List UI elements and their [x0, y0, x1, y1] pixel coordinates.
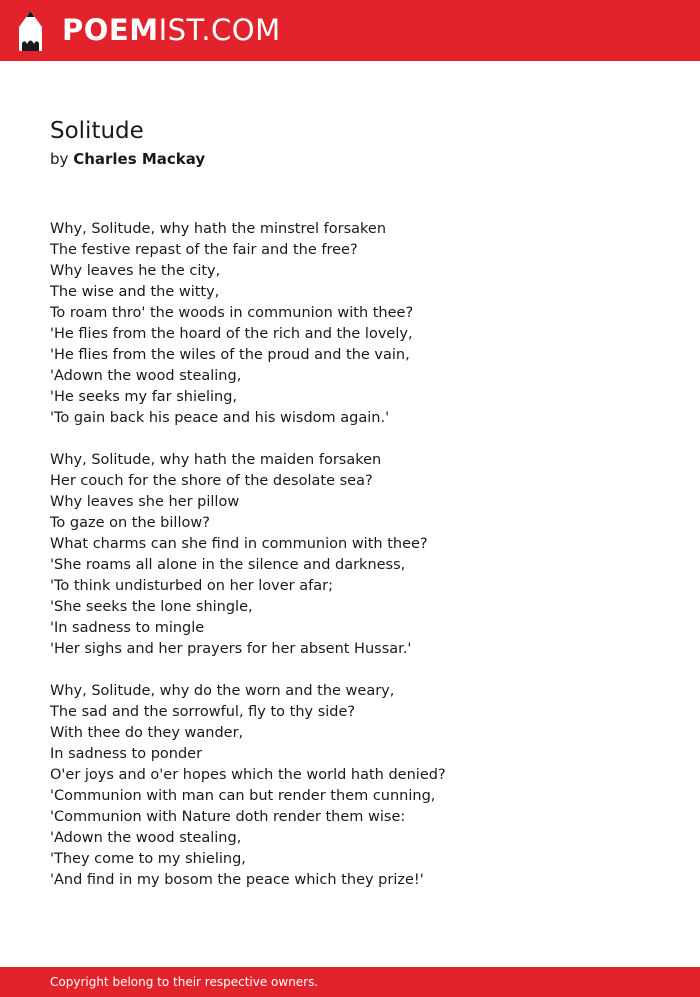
poem-body: [50, 219, 650, 891]
poem-line: 'In sadness to mingle: [50, 620, 205, 636]
poem-line: 'And find in my bosom the peace which they prize!': [50, 872, 424, 888]
poem-line: 'To gain back his peace and his wisdom again.': [50, 410, 390, 426]
brand-bold: POEM: [62, 13, 159, 47]
poem-line: Why, Solitude, why hath the minstrel forsaken: [50, 221, 387, 237]
by-label: by: [50, 150, 69, 168]
poem-line: 'He flies from the wiles of the proud and the vain,: [50, 347, 410, 363]
poem-line: In sadness to ponder: [50, 746, 203, 762]
stanza: [50, 219, 650, 429]
poem-line: Why, Solitude, why do the worn and the weary,: [50, 683, 395, 699]
poem-line: The sad and the sorrowful, fly to thy side?: [50, 704, 356, 720]
copyright-notice: Copyright belong to their respective owners.: [50, 975, 319, 989]
poem-line: 'He seeks my far shieling,: [50, 389, 238, 405]
poem-line: What charms can she find in communion with thee?: [50, 536, 428, 552]
poem-title: Solitude: [50, 118, 144, 144]
poem-line: 'Adown the wood stealing,: [50, 830, 242, 846]
poem-line: To roam thro' the woods in communion with thee?: [50, 305, 414, 321]
poem-line: 'He flies from the hoard of the rich and the lovely,: [50, 326, 413, 342]
poem-line: 'Communion with man can but render them cunning,: [50, 788, 436, 804]
stanza: [50, 681, 650, 891]
poem-line: 'Her sighs and her prayers for her absent Hussar.': [50, 641, 412, 657]
poem-line: 'To think undisturbed on her lover afar;: [50, 578, 333, 594]
byline: [50, 149, 205, 169]
poem-line: 'Adown the wood stealing,: [50, 368, 242, 384]
site-footer: [0, 967, 700, 997]
poem-line: 'She roams all alone in the silence and darkness,: [50, 557, 406, 573]
poem-line: 'They come to my shieling,: [50, 851, 246, 867]
brand-light: IST.COM: [158, 13, 281, 47]
poem-line: The wise and the witty,: [50, 284, 220, 300]
poem-line: O'er joys and o'er hopes which the world hath denied?: [50, 767, 446, 783]
site-logo[interactable]: [62, 13, 281, 47]
author-name: Charles Mackay: [73, 150, 206, 168]
poem-line: The festive repast of the fair and the free?: [50, 242, 358, 258]
pencil-icon: [18, 10, 43, 52]
poem-line: Why leaves he the city,: [50, 263, 221, 279]
poem-line: Her couch for the shore of the desolate sea?: [50, 473, 373, 489]
poem-line: Why, Solitude, why hath the maiden forsaken: [50, 452, 382, 468]
poem-line: 'Communion with Nature doth render them wise:: [50, 809, 406, 825]
poem-line: 'She seeks the lone shingle,: [50, 599, 253, 615]
site-header: [0, 0, 700, 61]
poem-line: Why leaves she her pillow: [50, 494, 240, 510]
poem-line: To gaze on the billow?: [50, 515, 210, 531]
poem-line: With thee do they wander,: [50, 725, 244, 741]
stanza: [50, 450, 650, 660]
